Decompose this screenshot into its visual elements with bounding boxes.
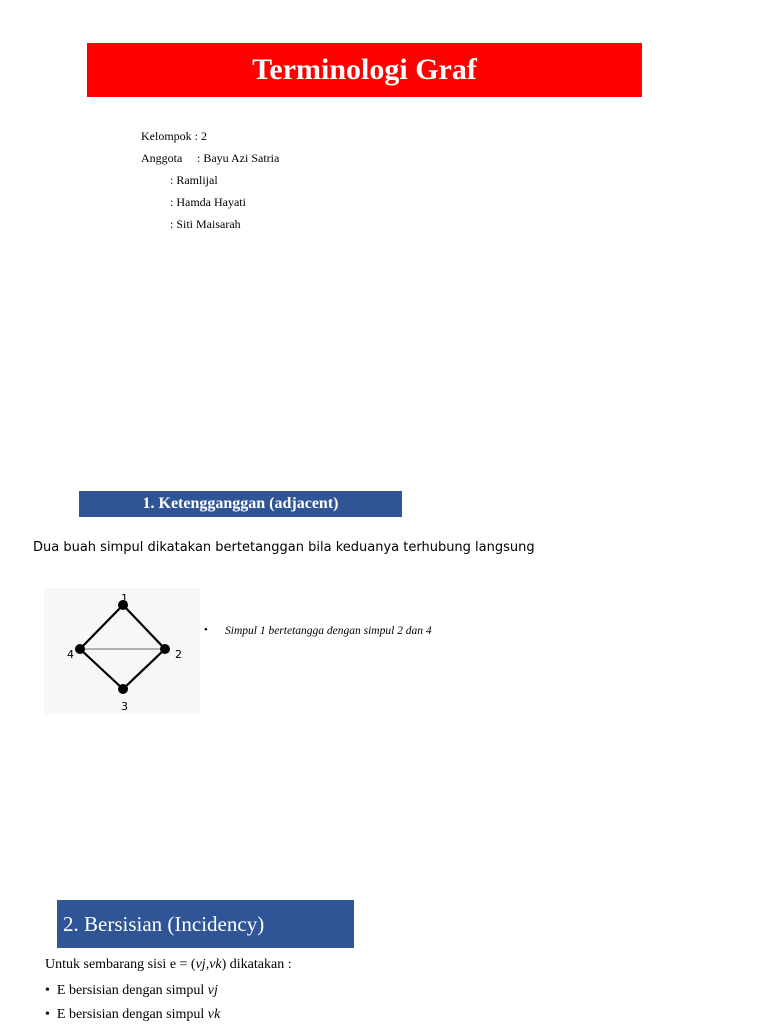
bullet-mark: • — [45, 1007, 50, 1022]
node-1-label: 1 — [121, 592, 128, 605]
edge-1-2 — [123, 605, 165, 649]
section2-item-2-var: vk — [207, 1007, 221, 1022]
member-3: : Hamda Hayati — [170, 195, 246, 209]
section2-heading: 2. Bersisian (Incidency) — [63, 911, 265, 936]
node-3 — [118, 684, 128, 694]
node-4 — [75, 644, 85, 654]
node-2 — [160, 644, 170, 654]
member-4: : Siti Maisarah — [170, 217, 241, 231]
section1-bullet-text: Simpul 1 bertetangga dengan simpul 2 dan 4 — [225, 625, 432, 637]
section2-item-1-var: vj — [207, 983, 218, 998]
section2-item-2 — [45, 1007, 220, 1023]
member-1: : Bayu Azi Satria — [197, 151, 280, 165]
page-title: Terminologi Graf — [252, 53, 477, 86]
section1-description: Dua buah simpul dikatakan bertetanggan bila keduanya terhubung langsung — [33, 540, 535, 555]
edge-2-3 — [123, 649, 165, 689]
section1-bullet-mark: • — [204, 624, 208, 636]
group-number: Kelompok : 2 — [141, 129, 207, 143]
node-4-label: 4 — [67, 648, 74, 661]
node-2-label: 2 — [175, 648, 182, 661]
section1-heading-bar — [79, 491, 402, 517]
section2-intro-pre: Untuk sembarang sisi e = ( — [45, 957, 196, 972]
section1-heading: 1. Ketengganggan (adjacent) — [142, 495, 339, 512]
member-2: : Ramlijal — [170, 173, 218, 187]
section2-intro-post: ) dikatakan : — [221, 957, 292, 972]
adjacency-graph — [44, 588, 200, 714]
members-label: Anggota — [141, 151, 183, 165]
bullet-mark: • — [45, 983, 50, 998]
section2-item-2-text: E bersisian dengan simpul — [56, 1007, 208, 1022]
section2-item-1-text: E bersisian dengan simpul — [56, 983, 208, 998]
edge-3-4 — [80, 649, 123, 689]
section2-heading-bar — [57, 900, 354, 948]
section2-intro — [45, 957, 292, 973]
graph-diagram — [44, 588, 200, 714]
title-banner — [87, 43, 642, 97]
edge-4-1 — [80, 605, 123, 649]
section2-intro-var: vj,vk — [195, 957, 222, 972]
node-3-label: 3 — [121, 700, 128, 713]
section2-item-1 — [45, 983, 218, 999]
